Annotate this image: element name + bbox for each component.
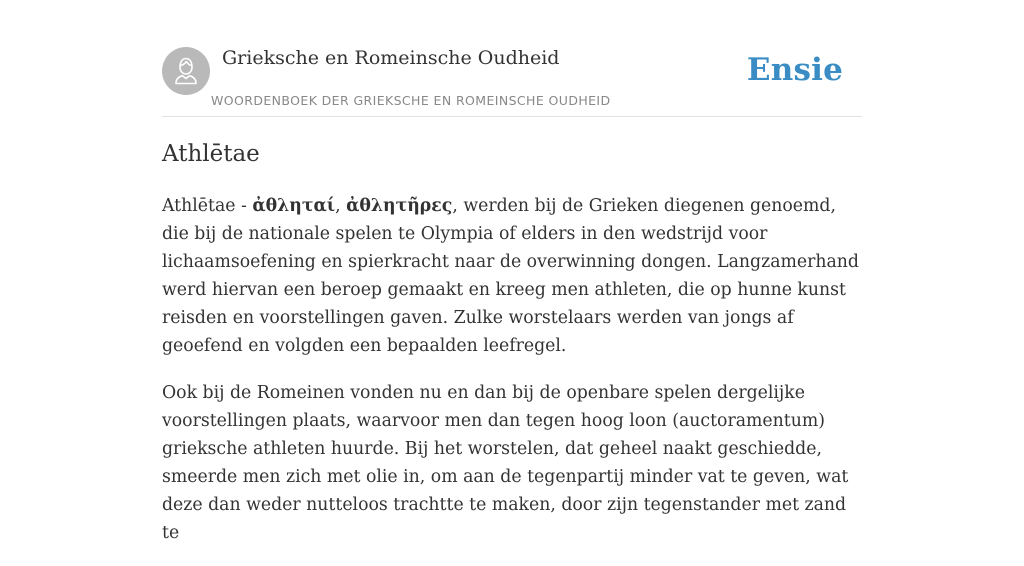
greek-term-1: ἀθληταί [252,196,336,216]
term-separator: , [335,196,347,216]
entry-title: Athlētae [162,141,260,167]
avatar[interactable] [162,47,210,95]
entry-paragraph-2: Ook bij de Romeinen vonden nu en dan bij de openbare spelen dergelijke voorstellingen plaats, waarvoor men dan tegen hoog loon (auctoramentum) grieksche athleten huurde. Bij het worstelen, dat geheel naakt geschiedde, smeerde men zich met olie in, om aan de tegenpartij minder vat te geven, wat deze dan weder nutteloos trachtte te maken, door zijn tegenstander met zand te [162,383,849,543]
paragraph-1-text: , werden bij de Grieken diegenen genoemd, die bij de nationale spelen te Olympia of elders in den wedstrijd voor lichaamsoefening en spierkracht naar de overwinning dongen. Langzamerhand werd hiervan een beroep gemaakt en kreeg men athleten, die op hunne kunst reisden en voorstellingen gaven. Zulke worstelaars werden van jongs af geoefend en volgden een bepaalden leefregel. [162,196,859,356]
user-avatar-icon [162,47,210,95]
header [162,44,862,117]
greek-term-2: ἀθλητῆρες [346,196,453,216]
entry-term: Athlētae - [162,196,253,216]
entry-paragraph-1 [162,192,862,360]
entry-content [162,192,862,566]
brand-logo[interactable]: Ensie [746,52,843,88]
source-title[interactable]: Grieksche en Romeinsche Oudheid [222,47,560,69]
source-subtitle: WOORDENBOEK DER GRIEKSCHE EN ROMEINSCHE OUDHEID [211,93,611,108]
